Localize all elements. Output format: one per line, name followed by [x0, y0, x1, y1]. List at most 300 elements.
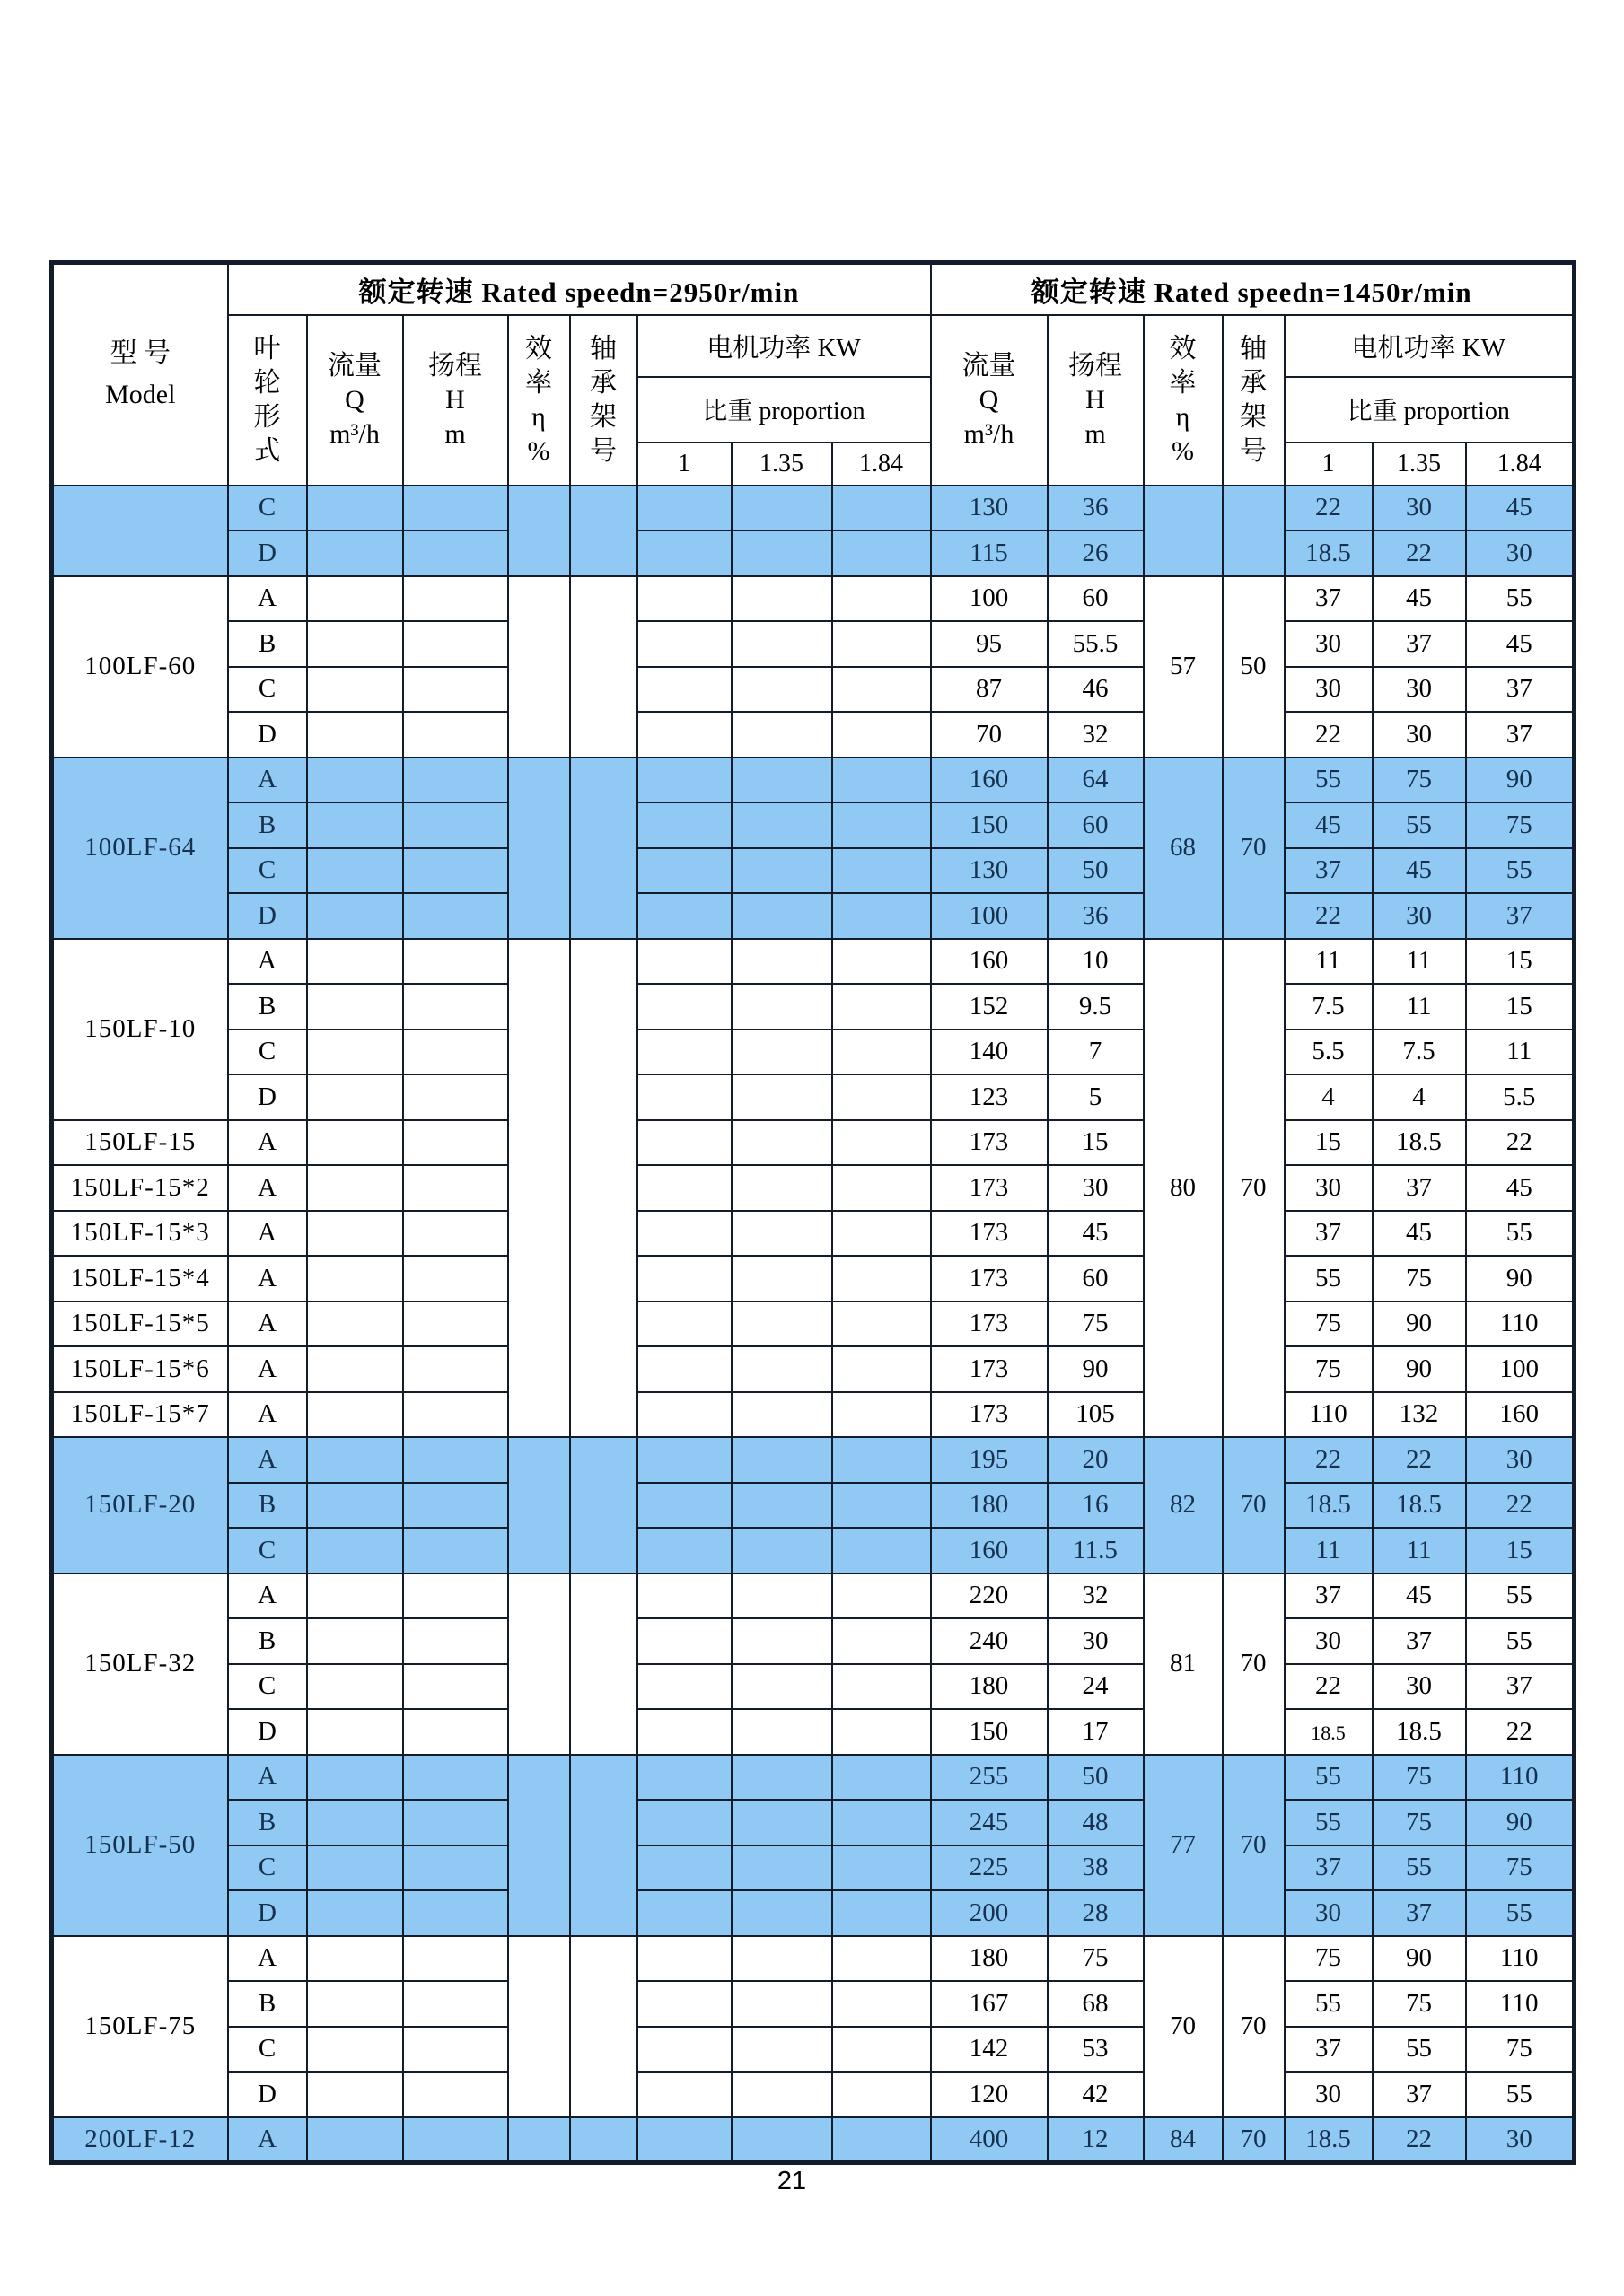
motor-kw-cell-2950-1: [732, 1483, 832, 1529]
header-motor-2950: 电机功率 KW: [637, 315, 931, 377]
head-cell-2950: [403, 1890, 508, 1936]
model-cell: 150LF-10: [52, 939, 228, 1120]
motor-kw-cell-2950-1: [732, 1845, 832, 1891]
flow-cell-2950: [307, 1256, 403, 1301]
motor-kw-cell-2950-0: [637, 1120, 732, 1166]
motor-kw-cell-1450-0: 11: [1285, 939, 1373, 985]
model-cell: 150LF-15*4: [52, 1256, 228, 1301]
efficiency-cell-1450: 81: [1144, 1573, 1223, 1755]
motor-kw-cell-2950-0: [637, 1618, 732, 1664]
banner-2950: 额定转速 Rated speedn=2950r/min: [228, 263, 931, 315]
flow-cell-1450: 160: [931, 758, 1048, 803]
motor-kw-cell-2950-0: [637, 576, 732, 622]
motor-kw-cell-2950-0: [637, 893, 732, 939]
motor-kw-cell-2950-2: [832, 1256, 931, 1301]
motor-kw-cell-2950-1: [732, 802, 832, 848]
flow-cell-2950: [307, 1030, 403, 1075]
motor-kw-cell-2950-2: [832, 712, 931, 758]
flow-cell-2950: [307, 893, 403, 939]
head-cell-1450: 50: [1048, 848, 1144, 894]
model-cell: 150LF-15: [52, 1120, 228, 1166]
bearing-cell-2950: [570, 758, 637, 939]
motor-kw-cell-2950-1: [732, 939, 832, 985]
flow-cell-1450: 255: [931, 1755, 1048, 1801]
motor-kw-cell-2950-1: [732, 1755, 832, 1801]
motor-kw-cell-2950-2: [832, 758, 931, 803]
header-bearing-2950: 轴 承 架 号: [570, 315, 637, 486]
motor-kw-cell-1450-0: 75: [1285, 1346, 1373, 1392]
motor-kw-cell-2950-2: [832, 848, 931, 894]
head-cell-1450: 48: [1048, 1800, 1144, 1845]
efficiency-cell-2950: [508, 939, 570, 1438]
head-cell-1450: 17: [1048, 1709, 1144, 1755]
flow-cell-1450: 400: [931, 2117, 1048, 2163]
bearing-cell-2950: [570, 1573, 637, 1755]
header-model: 型 号 Model: [52, 263, 228, 486]
impeller-cell: D: [228, 712, 307, 758]
motor-kw-cell-1450-1: 45: [1373, 576, 1466, 622]
motor-kw-cell-2950-2: [832, 2072, 931, 2117]
flow-cell-2950: [307, 1709, 403, 1755]
impeller-cell: C: [228, 2027, 307, 2073]
motor-kw-cell-1450-2: 15: [1466, 984, 1575, 1030]
head-cell-2950: [403, 1120, 508, 1166]
motor-kw-cell-1450-2: 15: [1466, 939, 1575, 985]
flow-cell-1450: 70: [931, 712, 1048, 758]
head-cell-2950: [403, 1483, 508, 1529]
impeller-cell: D: [228, 2072, 307, 2117]
impeller-cell: A: [228, 1346, 307, 1392]
flow-cell-2950: [307, 1074, 403, 1120]
bearing-cell-1450: 50: [1223, 576, 1285, 758]
impeller-cell: C: [228, 486, 307, 531]
efficiency-cell-2950: [508, 1936, 570, 2117]
motor-kw-cell-2950-1: [732, 984, 832, 1030]
motor-kw-cell-2950-1: [732, 2027, 832, 2073]
impeller-cell: C: [228, 1664, 307, 1710]
bearing-cell-1450: 70: [1223, 1573, 1285, 1755]
flow-cell-1450: 150: [931, 802, 1048, 848]
motor-kw-cell-2950-2: [832, 1437, 931, 1483]
motor-kw-cell-1450-2: 100: [1466, 1346, 1575, 1392]
impeller-cell: C: [228, 848, 307, 894]
motor-kw-cell-1450-1: 45: [1373, 1573, 1466, 1619]
impeller-cell: B: [228, 1483, 307, 1529]
motor-kw-cell-1450-2: 30: [1466, 2117, 1575, 2163]
motor-kw-cell-2950-0: [637, 1573, 732, 1619]
motor-kw-cell-1450-1: 11: [1373, 984, 1466, 1030]
head-cell-2950: [403, 1664, 508, 1710]
head-cell-2950: [403, 802, 508, 848]
flow-cell-1450: 180: [931, 1936, 1048, 1982]
motor-kw-cell-2950-2: [832, 2027, 931, 2073]
head-cell-2950: [403, 758, 508, 803]
motor-kw-cell-2950-2: [832, 802, 931, 848]
header-proportion-1450: 比重 proportion: [1285, 377, 1575, 443]
model-cell: 150LF-15*5: [52, 1301, 228, 1347]
motor-kw-cell-1450-2: 30: [1466, 530, 1575, 576]
head-cell-1450: 32: [1048, 712, 1144, 758]
motor-kw-cell-1450-1: 75: [1373, 1755, 1466, 1801]
motor-kw-cell-1450-1: 75: [1373, 1256, 1466, 1301]
flow-cell-1450: 173: [931, 1301, 1048, 1347]
motor-kw-cell-1450-2: 110: [1466, 1981, 1575, 2027]
motor-kw-cell-1450-2: 110: [1466, 1755, 1575, 1801]
motor-kw-cell-1450-2: 55: [1466, 1573, 1575, 1619]
motor-kw-cell-2950-2: [832, 530, 931, 576]
head-cell-2950: [403, 1074, 508, 1120]
head-cell-2950: [403, 1392, 508, 1438]
motor-kw-cell-1450-0: 22: [1285, 1664, 1373, 1710]
head-cell-2950: [403, 2027, 508, 2073]
flow-cell-1450: 130: [931, 486, 1048, 531]
motor-kw-cell-1450-0: 55: [1285, 758, 1373, 803]
flow-cell-2950: [307, 576, 403, 622]
motor-kw-cell-1450-1: 45: [1373, 1211, 1466, 1257]
head-cell-2950: [403, 1800, 508, 1845]
motor-kw-cell-1450-0: 30: [1285, 1165, 1373, 1211]
head-cell-2950: [403, 530, 508, 576]
flow-cell-2950: [307, 1664, 403, 1710]
model-cell: 100LF-64: [52, 758, 228, 939]
motor-kw-cell-1450-2: 22: [1466, 1483, 1575, 1529]
motor-kw-cell-1450-1: 90: [1373, 1936, 1466, 1982]
motor-kw-cell-1450-0: 15: [1285, 1120, 1373, 1166]
head-cell-1450: 75: [1048, 1301, 1144, 1347]
motor-kw-cell-1450-0: 37: [1285, 848, 1373, 894]
bearing-cell-2950: [570, 2117, 637, 2163]
efficiency-cell-1450: 57: [1144, 576, 1223, 758]
motor-kw-cell-2950-2: [832, 2117, 931, 2163]
header-flow-1450: 流量 Q m³/h: [931, 315, 1048, 486]
motor-kw-cell-1450-1: 37: [1373, 2072, 1466, 2117]
flow-cell-1450: 245: [931, 1800, 1048, 1845]
motor-kw-cell-1450-2: 22: [1466, 1709, 1575, 1755]
header-proportion-2950: 比重 proportion: [637, 377, 931, 443]
flow-cell-1450: 100: [931, 893, 1048, 939]
motor-kw-cell-1450-1: 37: [1373, 1165, 1466, 1211]
impeller-cell: A: [228, 1392, 307, 1438]
efficiency-cell-1450: 80: [1144, 939, 1223, 1438]
motor-kw-cell-1450-0: 30: [1285, 621, 1373, 667]
flow-cell-1450: 95: [931, 621, 1048, 667]
motor-kw-cell-2950-2: [832, 984, 931, 1030]
motor-kw-cell-2950-0: [637, 1211, 732, 1257]
head-cell-2950: [403, 2072, 508, 2117]
flow-cell-1450: 173: [931, 1165, 1048, 1211]
motor-kw-cell-1450-2: 15: [1466, 1528, 1575, 1573]
motor-kw-cell-1450-2: 110: [1466, 1936, 1575, 1982]
motor-kw-cell-2950-0: [637, 1845, 732, 1891]
motor-kw-cell-1450-1: 18.5: [1373, 1483, 1466, 1529]
head-cell-1450: 90: [1048, 1346, 1144, 1392]
motor-kw-cell-2950-1: [732, 712, 832, 758]
head-cell-1450: 75: [1048, 1936, 1144, 1982]
impeller-cell: A: [228, 1755, 307, 1801]
bearing-cell-2950: [570, 486, 637, 576]
motor-kw-cell-2950-1: [732, 576, 832, 622]
motor-kw-cell-2950-2: [832, 1936, 931, 1982]
motor-kw-cell-1450-2: 75: [1466, 802, 1575, 848]
impeller-cell: C: [228, 667, 307, 713]
head-cell-2950: [403, 621, 508, 667]
flow-cell-1450: 173: [931, 1211, 1048, 1257]
flow-cell-2950: [307, 1573, 403, 1619]
header-efficiency-2950: 效 率 η %: [508, 315, 570, 486]
flow-cell-2950: [307, 1211, 403, 1257]
bearing-cell-1450: 70: [1223, 1936, 1285, 2117]
bearing-cell-1450: 70: [1223, 758, 1285, 939]
motor-kw-cell-1450-1: 75: [1373, 758, 1466, 803]
head-cell-1450: 9.5: [1048, 984, 1144, 1030]
motor-kw-cell-2950-1: [732, 893, 832, 939]
efficiency-cell-2950: [508, 576, 570, 758]
motor-kw-cell-2950-1: [732, 1981, 832, 2027]
flow-cell-1450: 123: [931, 1074, 1048, 1120]
impeller-cell: A: [228, 1211, 307, 1257]
header-bearing-1450: 轴 承 架 号: [1223, 315, 1285, 486]
efficiency-cell-1450: 68: [1144, 758, 1223, 939]
motor-kw-cell-2950-2: [832, 1709, 931, 1755]
motor-kw-cell-2950-2: [832, 1845, 931, 1891]
motor-kw-cell-2950-0: [637, 1800, 732, 1845]
header-ratio-2950-1: 1.35: [732, 443, 832, 486]
motor-kw-cell-2950-1: [732, 1618, 832, 1664]
motor-kw-cell-2950-1: [732, 1437, 832, 1483]
motor-kw-cell-1450-2: 45: [1466, 1165, 1575, 1211]
flow-cell-1450: 173: [931, 1256, 1048, 1301]
flow-cell-2950: [307, 1845, 403, 1891]
motor-kw-cell-1450-2: 90: [1466, 758, 1575, 803]
head-cell-2950: [403, 1437, 508, 1483]
motor-kw-cell-1450-2: 45: [1466, 621, 1575, 667]
efficiency-cell-2950: [508, 1437, 570, 1573]
head-cell-2950: [403, 1936, 508, 1982]
motor-kw-cell-1450-2: 11: [1466, 1030, 1575, 1075]
motor-kw-cell-2950-2: [832, 1755, 931, 1801]
flow-cell-1450: 100: [931, 576, 1048, 622]
motor-kw-cell-1450-0: 75: [1285, 1301, 1373, 1347]
head-cell-2950: [403, 984, 508, 1030]
efficiency-cell-1450: [1144, 486, 1223, 576]
motor-kw-cell-1450-2: 110: [1466, 1301, 1575, 1347]
bearing-cell-2950: [570, 939, 637, 1438]
motor-kw-cell-1450-1: 37: [1373, 1890, 1466, 1936]
motor-kw-cell-2950-2: [832, 1074, 931, 1120]
motor-kw-cell-1450-1: 30: [1373, 486, 1466, 531]
motor-kw-cell-2950-1: [732, 1120, 832, 1166]
bearing-cell-1450: 70: [1223, 939, 1285, 1438]
impeller-cell: A: [228, 758, 307, 803]
head-cell-1450: 32: [1048, 1573, 1144, 1619]
motor-kw-cell-1450-1: 18.5: [1373, 1120, 1466, 1166]
flow-cell-1450: 160: [931, 1528, 1048, 1573]
motor-kw-cell-1450-1: 18.5: [1373, 1709, 1466, 1755]
head-cell-2950: [403, 667, 508, 713]
motor-kw-cell-2950-0: [637, 1301, 732, 1347]
motor-kw-cell-2950-2: [832, 667, 931, 713]
flow-cell-1450: 142: [931, 2027, 1048, 2073]
head-cell-1450: 5: [1048, 1074, 1144, 1120]
motor-kw-cell-1450-1: 30: [1373, 893, 1466, 939]
motor-kw-cell-2950-1: [732, 1936, 832, 1982]
flow-cell-1450: 167: [931, 1981, 1048, 2027]
motor-kw-cell-2950-1: [732, 1392, 832, 1438]
flow-cell-2950: [307, 2072, 403, 2117]
motor-kw-cell-2950-2: [832, 1528, 931, 1573]
motor-kw-cell-1450-2: 37: [1466, 1664, 1575, 1710]
header-impeller: 叶 轮 形 式: [228, 315, 307, 486]
motor-kw-cell-1450-1: 30: [1373, 667, 1466, 713]
flow-cell-1450: 240: [931, 1618, 1048, 1664]
flow-cell-1450: 220: [931, 1573, 1048, 1619]
bearing-cell-1450: 70: [1223, 1437, 1285, 1573]
head-cell-1450: 10: [1048, 939, 1144, 985]
model-cell: 100LF-60: [52, 576, 228, 758]
efficiency-cell-1450: 70: [1144, 1936, 1223, 2117]
motor-kw-cell-1450-2: 55: [1466, 848, 1575, 894]
impeller-cell: D: [228, 530, 307, 576]
motor-kw-cell-2950-1: [732, 848, 832, 894]
motor-kw-cell-2950-1: [732, 667, 832, 713]
motor-kw-cell-1450-1: 11: [1373, 1528, 1466, 1573]
flow-cell-2950: [307, 939, 403, 985]
head-cell-1450: 30: [1048, 1165, 1144, 1211]
motor-kw-cell-1450-1: 11: [1373, 939, 1466, 985]
head-cell-2950: [403, 1211, 508, 1257]
motor-kw-cell-1450-0: 55: [1285, 1256, 1373, 1301]
impeller-cell: C: [228, 1030, 307, 1075]
head-cell-1450: 28: [1048, 1890, 1144, 1936]
model-cell: 150LF-50: [52, 1755, 228, 1936]
motor-kw-cell-1450-0: 37: [1285, 1845, 1373, 1891]
motor-kw-cell-1450-1: 55: [1373, 802, 1466, 848]
motor-kw-cell-1450-0: 22: [1285, 1437, 1373, 1483]
motor-kw-cell-2950-1: [732, 1890, 832, 1936]
motor-kw-cell-1450-2: 75: [1466, 2027, 1575, 2073]
motor-kw-cell-1450-1: 30: [1373, 1664, 1466, 1710]
model-cell: 150LF-15*7: [52, 1392, 228, 1438]
head-cell-2950: [403, 893, 508, 939]
flow-cell-2950: [307, 1437, 403, 1483]
flow-cell-2950: [307, 1392, 403, 1438]
head-cell-2950: [403, 848, 508, 894]
model-cell: 150LF-20: [52, 1437, 228, 1573]
flow-cell-1450: 173: [931, 1392, 1048, 1438]
flow-cell-2950: [307, 486, 403, 531]
motor-kw-cell-1450-0: 37: [1285, 2027, 1373, 2073]
model-cell: [52, 486, 228, 576]
motor-kw-cell-2950-1: [732, 1074, 832, 1120]
motor-kw-cell-2950-2: [832, 1301, 931, 1347]
motor-kw-cell-2950-2: [832, 576, 931, 622]
motor-kw-cell-2950-2: [832, 1120, 931, 1166]
motor-kw-cell-2950-0: [637, 2027, 732, 2073]
head-cell-2950: [403, 576, 508, 622]
head-cell-1450: 38: [1048, 1845, 1144, 1891]
motor-kw-cell-2950-2: [832, 1573, 931, 1619]
header-efficiency-1450: 效 率 η %: [1144, 315, 1223, 486]
head-cell-2950: [403, 1573, 508, 1619]
flow-cell-2950: [307, 530, 403, 576]
head-cell-1450: 60: [1048, 1256, 1144, 1301]
motor-kw-cell-2950-2: [832, 621, 931, 667]
header-head-1450: 扬程 H m: [1048, 315, 1144, 486]
bearing-cell-2950: [570, 1437, 637, 1573]
impeller-cell: A: [228, 1165, 307, 1211]
motor-kw-cell-2950-0: [637, 802, 732, 848]
flow-cell-1450: 150: [931, 1709, 1048, 1755]
head-cell-1450: 12: [1048, 2117, 1144, 2163]
motor-kw-cell-2950-0: [637, 1165, 732, 1211]
flow-cell-2950: [307, 1618, 403, 1664]
impeller-cell: A: [228, 939, 307, 985]
motor-kw-cell-1450-0: 37: [1285, 1573, 1373, 1619]
motor-kw-cell-2950-1: [732, 758, 832, 803]
motor-kw-cell-2950-1: [732, 1528, 832, 1573]
efficiency-cell-2950: [508, 486, 570, 576]
impeller-cell: A: [228, 2117, 307, 2163]
impeller-cell: A: [228, 1437, 307, 1483]
model-cell: 150LF-15*2: [52, 1165, 228, 1211]
flow-cell-1450: 180: [931, 1664, 1048, 1710]
motor-kw-cell-1450-2: 37: [1466, 893, 1575, 939]
motor-kw-cell-2950-1: [732, 1030, 832, 1075]
header-ratio-1450-2: 1.84: [1466, 443, 1575, 486]
flow-cell-2950: [307, 2117, 403, 2163]
motor-kw-cell-1450-1: 22: [1373, 2117, 1466, 2163]
flow-cell-2950: [307, 712, 403, 758]
impeller-cell: A: [228, 1301, 307, 1347]
flow-cell-1450: 160: [931, 939, 1048, 985]
head-cell-2950: [403, 939, 508, 985]
head-cell-2950: [403, 1301, 508, 1347]
motor-kw-cell-1450-0: 22: [1285, 893, 1373, 939]
impeller-cell: A: [228, 1120, 307, 1166]
flow-cell-2950: [307, 667, 403, 713]
motor-kw-cell-1450-0: 30: [1285, 1890, 1373, 1936]
flow-cell-2950: [307, 1755, 403, 1801]
motor-kw-cell-1450-2: 75: [1466, 1845, 1575, 1891]
head-cell-1450: 11.5: [1048, 1528, 1144, 1573]
motor-kw-cell-2950-0: [637, 2117, 732, 2163]
flow-cell-1450: 200: [931, 1890, 1048, 1936]
motor-kw-cell-1450-0: 5.5: [1285, 1030, 1373, 1075]
motor-kw-cell-2950-0: [637, 667, 732, 713]
motor-kw-cell-1450-2: 55: [1466, 1890, 1575, 1936]
head-cell-1450: 64: [1048, 758, 1144, 803]
head-cell-2950: [403, 1346, 508, 1392]
head-cell-2950: [403, 712, 508, 758]
motor-kw-cell-2950-0: [637, 939, 732, 985]
head-cell-1450: 60: [1048, 802, 1144, 848]
motor-kw-cell-2950-0: [637, 530, 732, 576]
motor-kw-cell-1450-0: 22: [1285, 486, 1373, 531]
flow-cell-1450: 152: [931, 984, 1048, 1030]
flow-cell-2950: [307, 1890, 403, 1936]
motor-kw-cell-1450-2: 160: [1466, 1392, 1575, 1438]
impeller-cell: B: [228, 621, 307, 667]
motor-kw-cell-1450-2: 90: [1466, 1256, 1575, 1301]
head-cell-1450: 36: [1048, 486, 1144, 531]
impeller-cell: A: [228, 576, 307, 622]
flow-cell-2950: [307, 1165, 403, 1211]
flow-cell-1450: 130: [931, 848, 1048, 894]
motor-kw-cell-1450-2: 90: [1466, 1800, 1575, 1845]
head-cell-1450: 55.5: [1048, 621, 1144, 667]
motor-kw-cell-2950-2: [832, 1030, 931, 1075]
impeller-cell: B: [228, 802, 307, 848]
